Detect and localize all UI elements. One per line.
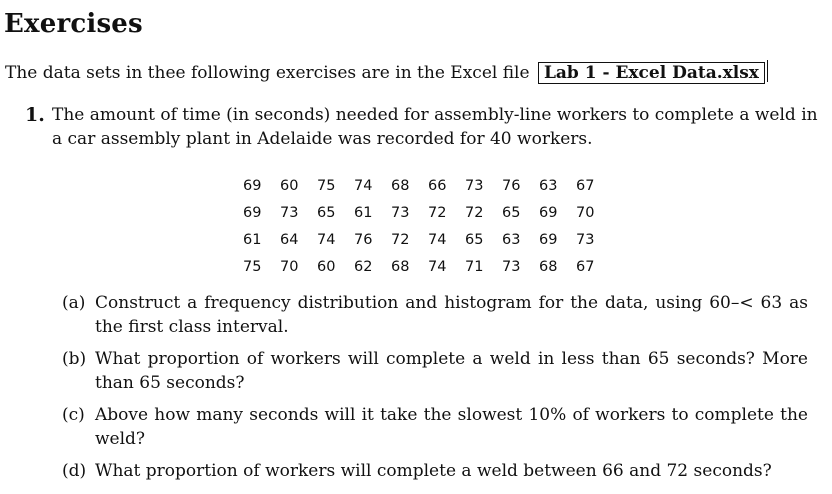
data-cell: 74: [428, 258, 447, 275]
part-text: Construct a frequency distribution and histogram for the data, using 60–< 63 as the first class interval.: [95, 293, 808, 337]
data-row: [243, 199, 613, 226]
data-cell: 69: [243, 177, 262, 194]
exercise-part-c: [62, 403, 808, 451]
part-text: What proportion of workers will complete a weld between 66 and 72 seconds?: [95, 461, 772, 481]
data-cell: 68: [391, 177, 410, 194]
data-cell: 71: [465, 258, 484, 275]
data-cell: 68: [391, 258, 410, 275]
part-label: (d): [62, 461, 87, 481]
data-cell: 74: [317, 231, 336, 248]
data-row: [243, 226, 613, 253]
data-cell: 73: [502, 258, 521, 275]
data-cell: 65: [502, 204, 521, 221]
exercise-statement: The amount of time (in seconds) needed for assembly-line workers to complete a weld in a car assembly plant in Adelaide was recorded for 40 workers.: [52, 105, 818, 149]
data-cell: 73: [391, 204, 410, 221]
part-text: Above how many seconds will it take the slowest 10% of workers to complete the weld?: [95, 405, 808, 449]
data-cell: 63: [502, 231, 521, 248]
part-label: (b): [62, 349, 87, 369]
data-cell: 73: [576, 231, 595, 248]
data-cell: 65: [317, 204, 336, 221]
data-cell: 73: [465, 177, 484, 194]
exercise-part-a: [62, 291, 808, 339]
data-cell: 61: [354, 204, 373, 221]
data-cell: 61: [243, 231, 262, 248]
part-label: (c): [62, 405, 85, 425]
data-cell: 65: [465, 231, 484, 248]
data-cell: 75: [317, 177, 336, 194]
exercise-part-d: [62, 459, 808, 483]
data-cell: 67: [576, 258, 595, 275]
intro-text: The data sets in thee following exercises are in the Excel file: [5, 63, 530, 83]
data-row: [243, 172, 613, 199]
data-cell: 72: [391, 231, 410, 248]
data-cell: 72: [428, 204, 447, 221]
text-cursor: [767, 60, 768, 82]
part-text: What proportion of workers will complete a weld in less than 65 seconds? More than 65 seconds?: [95, 349, 808, 393]
data-cell: 69: [539, 204, 558, 221]
intro-paragraph: [5, 60, 768, 85]
weld-time-data-table: [243, 172, 613, 280]
exercise-number: 1.: [25, 104, 45, 126]
data-cell: 75: [243, 258, 262, 275]
data-row: [243, 253, 613, 280]
data-cell: 74: [428, 231, 447, 248]
data-cell: 63: [539, 177, 558, 194]
excel-file-link[interactable]: Lab 1 - Excel Data.xlsx: [538, 62, 765, 84]
data-cell: 67: [576, 177, 595, 194]
data-cell: 60: [280, 177, 299, 194]
data-cell: 76: [502, 177, 521, 194]
data-cell: 62: [354, 258, 373, 275]
data-cell: 72: [465, 204, 484, 221]
exercise-part-b: [62, 347, 808, 395]
data-cell: 74: [354, 177, 373, 194]
data-cell: 69: [539, 231, 558, 248]
data-cell: 68: [539, 258, 558, 275]
data-cell: 70: [576, 204, 595, 221]
data-cell: 70: [280, 258, 299, 275]
data-cell: 69: [243, 204, 262, 221]
data-cell: 64: [280, 231, 299, 248]
data-cell: 66: [428, 177, 447, 194]
data-cell: 73: [280, 204, 299, 221]
section-title: Exercises: [4, 9, 143, 39]
data-cell: 76: [354, 231, 373, 248]
part-label: (a): [62, 293, 86, 313]
data-cell: 60: [317, 258, 336, 275]
